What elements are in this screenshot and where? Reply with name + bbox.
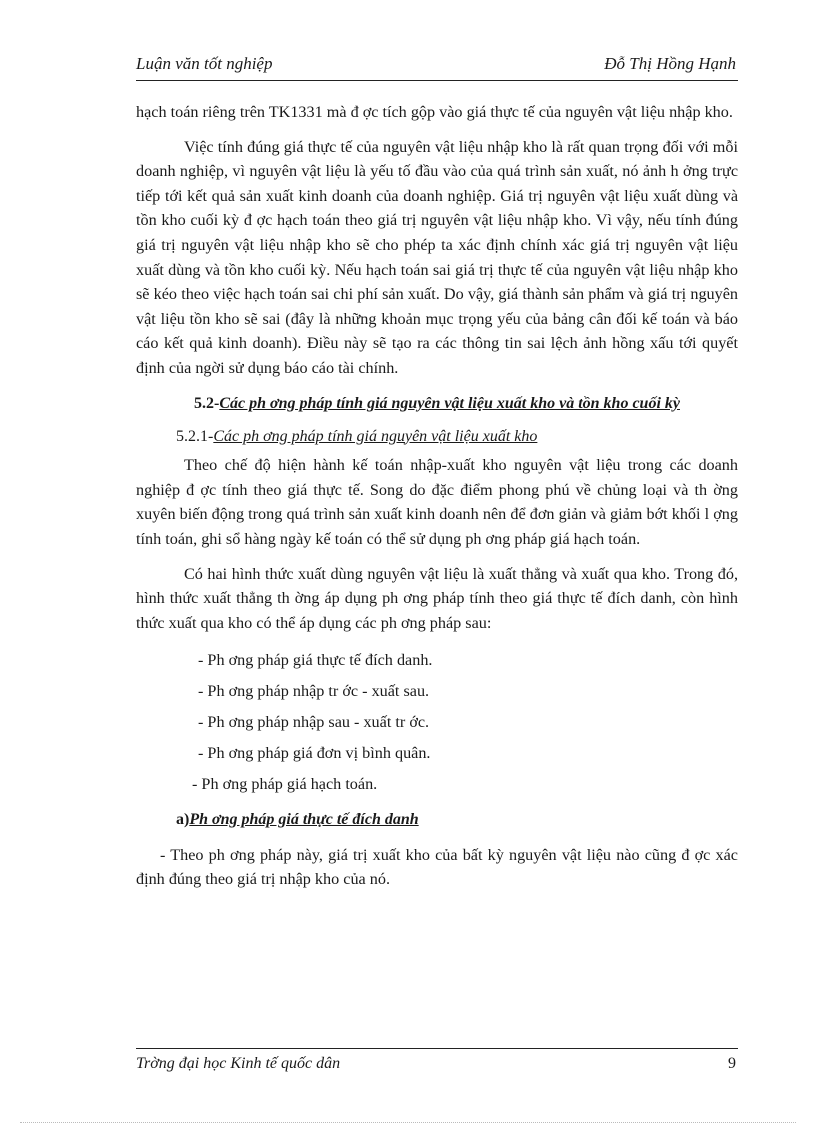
heading-a-number: a)	[176, 811, 190, 829]
paragraph-3: Theo chế độ hiện hành kế toán nhập-xuất kho nguyên vật liệu trong các doanh nghiệp đ ợc tính theo giá thực tế. Song do đặc điểm phong phú về chủng loại và th ờng xuyên biến động trong quá trình sản xuất kinh doanh nên để đơn giản và giảm bớt khối l ợng tính toán, ghi sổ hàng ngày kế toán có thể sử dụng ph ơng pháp giá hạch toán.	[136, 456, 738, 548]
heading-a-title: Ph ơng pháp giá thực tế đích danh	[189, 811, 419, 829]
subsection-number: 5.2.1-	[176, 427, 214, 445]
section-heading-5-2	[136, 391, 738, 417]
paragraph-1: hạch toán riêng trên TK1331 mà đ ợc tích gộp vào giá thực tế của nguyên vật liệu nhập kho.	[136, 103, 733, 121]
paragraph-4: Có hai hình thức xuất dùng nguyên vật liệu là xuất thẳng và xuất qua kho. Trong đó, hình thức xuất thẳng th ờng áp dụng ph ơng pháp tính theo giá thực tế đích danh, còn hình thức xuất qua kho có thể áp dụng các ph ơng pháp sau:	[136, 564, 738, 632]
section-number: 5.2-	[194, 394, 220, 412]
subsection-heading-5-2-1	[176, 425, 738, 450]
list-item: - Ph ơng pháp nhập sau - xuất tr ớc.	[198, 713, 430, 732]
header-author: Đỗ Thị Hồng Hạnh	[604, 54, 736, 73]
list-item: - Ph ơng pháp giá hạch toán.	[192, 775, 378, 794]
page-header	[136, 50, 738, 81]
list-item: - Ph ơng pháp nhập tr ớc - xuất sau.	[198, 682, 430, 701]
header-left-title: Luận văn tốt nghiệp	[136, 54, 273, 73]
footer-institution: Trờng đại học Kinh tế quốc dân	[136, 1055, 341, 1072]
page-number: 9	[728, 1055, 736, 1072]
page-footer	[136, 1048, 738, 1079]
list-item: - Ph ơng pháp giá thực tế đích danh.	[198, 651, 433, 670]
list-item: - Ph ơng pháp giá đơn vị bình quân.	[198, 744, 431, 763]
page-body	[136, 100, 738, 902]
method-list	[136, 645, 738, 800]
heading-a	[176, 808, 738, 833]
paragraph-2: Việc tính đúng giá thực tế của nguyên vật liệu nhập kho là rất quan trọng đối với mỗi doanh nghiệp, vì nguyên vật liệu là yếu tố đầu vào của quá trình sản xuất, nó ảnh h ởng trực tiếp tới kết quả sản xuất kinh doanh của doanh nghiệp. Giá trị nguyên vật liệu xuất dùng và tồn kho cuối kỳ đ ợc hạch toán theo giá trị nguyên vật liệu nhập kho. Vì vậy, nếu tính đúng giá trị nguyên vật liệu nhập kho sẽ cho phép ta xác định chính xác giá trị nguyên vật liệu xuất dùng và tồn kho cuối kỳ. Nếu hạch toán sai giá trị thực tế của nguyên vật liệu nhập kho sẽ kéo theo việc hạch toán sai chi phí sản xuất. Do vậy, giá thành sản phẩm và giá trị nguyên vật liệu tồn kho sẽ sai (đây là những khoản mục trọng yếu của bảng cân đối kế toán và báo cáo kết quả kinh doanh). Điều này sẽ tạo ra các thông tin sai lệch ảnh hồng xấu tới quyết định của ngời sử dụng báo cáo tài chính.	[136, 137, 738, 377]
subsection-title: Các ph ơng pháp tính giá nguyên vật liệu xuất kho	[213, 427, 538, 445]
section-title: Các ph ơng pháp tính giá nguyên vật liệu xuất kho và tồn kho cuối kỳ	[219, 394, 680, 412]
paragraph-5: - Theo ph ơng pháp này, giá trị xuất kho của bất kỳ nguyên vật liệu nào cũng đ ợc xác định đúng theo giá trị nhập kho của nó.	[136, 845, 738, 889]
